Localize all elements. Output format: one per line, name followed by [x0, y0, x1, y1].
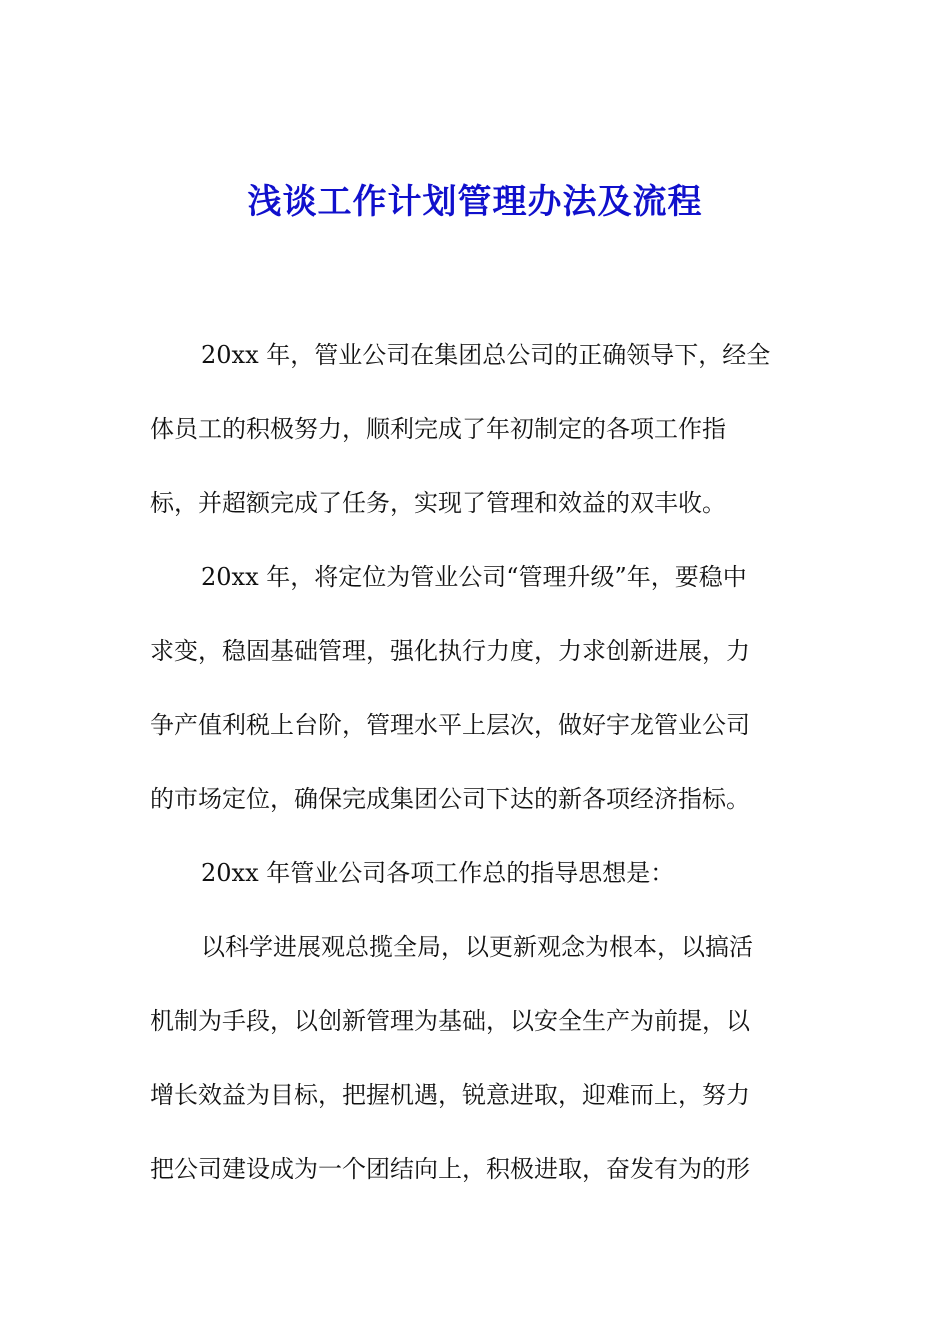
- body-line: 增长效益为目标，把握机遇，锐意进取，迎难而上，努力: [150, 1081, 750, 1109]
- body-line: 20xx 年，将定位为管业公司“管理升级”年，要稳中: [201, 563, 747, 591]
- body-line: 求变，稳固基础管理，强化执行力度，力求创新进展，力: [150, 637, 750, 665]
- body-line: 把公司建设成为一个团结向上，积极进取，奋发有为的形: [150, 1155, 750, 1183]
- body-line: 体员工的积极努力，顺利完成了年初制定的各项工作指: [150, 415, 726, 443]
- body-line: 以科学进展观总揽全局，以更新观念为根本，以搞活: [201, 933, 753, 961]
- document-title: 浅谈工作计划管理办法及流程: [247, 182, 703, 222]
- body-line: 的市场定位，确保完成集团公司下达的新各项经济指标。: [150, 785, 750, 813]
- body-line: 标，并超额完成了任务，实现了管理和效益的双丰收。: [150, 489, 726, 517]
- body-line: 机制为手段，以创新管理为基础，以安全生产为前提，以: [150, 1007, 750, 1035]
- body-line: 争产值利税上台阶，管理水平上层次，做好宇龙管业公司: [150, 711, 750, 739]
- body-line: 20xx 年管业公司各项工作总的指导思想是：: [201, 859, 675, 887]
- body-line: 20xx 年，管业公司在集团总公司的正确领导下，经全: [201, 341, 771, 369]
- document-body: [150, 318, 800, 1206]
